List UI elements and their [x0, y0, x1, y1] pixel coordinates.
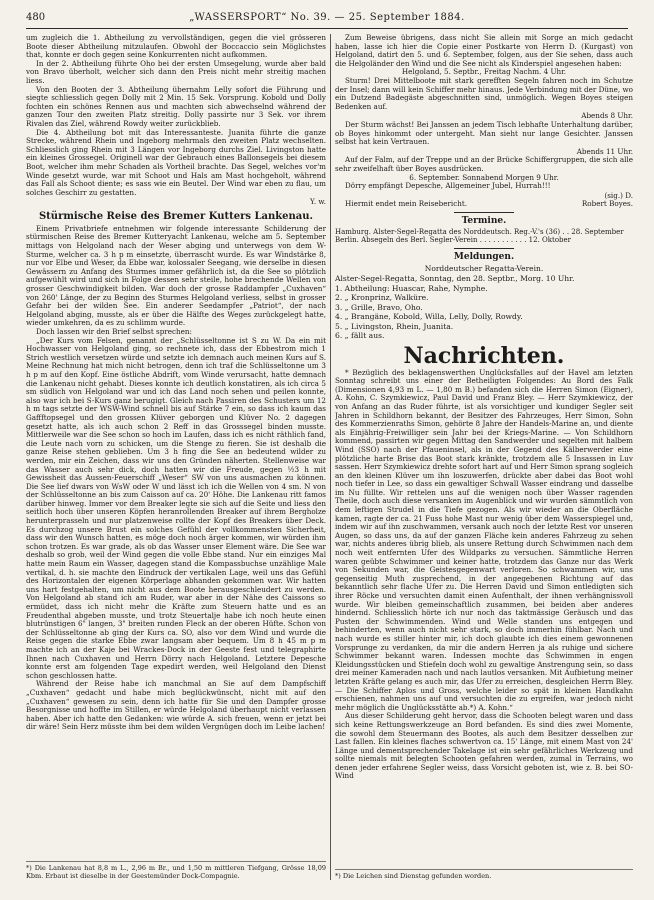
termine-entry: Berlin. Absegeln des Berl. Segler-Verein . . . . . . . . . . . 12. Oktober: [335, 236, 572, 245]
paragraph: Doch lassen wir den Brief selbst sprechen:: [36, 327, 192, 336]
time-line: Abends 11 Uhr.: [576, 146, 633, 156]
paragraph: Sturm! Drei Mittelboote mit stark gerefften Segeln fahren noch im Schutze der Insel; dann will kein Schiffer mehr hinaus. Jede Verbindung mit der Düne, wo ein Dutzend Badegäste abgeschnitten sind, unmöglich. Wegen Boyes steigen Bedenken auf.: [335, 75, 633, 111]
paragraph: Aus dieser Schilderung geht hervor, dass die Schooten belegt waren und dass sich keine Rettungswerkzeuge an Bord befanden. Es sind dies zwei Momente, die sowohl dem Steuermann des Bootes, als auch dem Besitzer desselben zur Last fallen. Ein kleines flaches schwertvon ca. 15' Länge, mit einem Mast von 24' Länge und dementsprechender Takelage ist ein sehr gefährliches Werkzeug und sollte niemals mit belegten Schooten gefahren werden, zumal in Terrains, wo denen jeder erfahrene Segler weiss, dass Vorsicht geboten ist, wie z. B. bei SO-Wind: [335, 711, 633, 781]
paragraph: Die 4. Abtheilung bot mit das Interessanteste. Juanita führte die ganze Strecke, während Rhein und Ingeborg mehrmals den zweiten Platz wechselten. Schliesslich ging Rhein mit 3 Längen vor Ingeborg durchs Ziel. Livingston hatte ein kleines Grossegel. Originell war der Gebrauch eines Ballonsegels bei diesem Boot, welcher ihm mehr Schaden als Vortheil brachte. Das Segel, welches vor'm Winde gesetzt wurde, war mit Schoot und Hals am Mast hochgeholt, während das Fall als Schoot diente; es sass wie ein Beutel. Der Wind war eben zu flau, um solches Geschirr zu gestatten.: [26, 127, 326, 197]
closing-line: Hiermit endet mein Reisebericht.: [345, 199, 468, 209]
page-header: [26, 12, 628, 29]
section-title-meldungen: Meldungen.: [453, 252, 515, 263]
paragraph: Auf der Falm, auf der Treppe und an der Brücke Schiffergruppen, die sich alle sehr zweifelhaft über Boyes ausdrücken.: [335, 155, 633, 173]
meldung-row: 4. „ Brangäne, Kobold, Willa, Lelly, Dolly, Rowdy.: [335, 312, 523, 322]
paragraph: Dörry empfängt Depesche, Allgemeiner Jubel, Hurrah!!!: [345, 181, 551, 191]
meldungen-event: Alster-Segel-Regatta, Sonntag, den 28. Septbr., Morg. 10 Uhr.: [335, 274, 575, 284]
termine-entry: Hamburg. Alster-Segel-Regatta des Norddeutsch. Reg.-V.'s (36) . . 28. September: [335, 227, 624, 236]
separator: [454, 248, 514, 249]
dateline: Helgoland, 5. Septbr., Freitag Nachm. 4 Uhr.: [401, 67, 567, 77]
section-title-termine: Termine.: [461, 215, 507, 226]
paragraph: „Der Kurs vom Felsen, genannt der „Schlüsseltonne ist S zu W. Da ein mit Hochwasser von Helgoland ging, so rechnete ich, dass der Ebbestrom mich 1 Strich westlich versetzen würde und setzte ich demnach auch meinen Kurs auf S. Meine Rechnung hat mich nicht betrogen, denn ich traf die Schlüsseltonne um 3 h p m auf den Kopf. Eine östliche Abdrift, vom Winde verursacht, hatte demnach die Lankenau nicht gehabt. Dieses konnte ich deutlich konstatiren, als ich circa 5 sm südlich von Helgoland war und ich das Land noch sehen und peilen konnte, also war ich bei S-Kurs ganz berugigt. Gleich nach Passiren des Schusters um 12 h m tags setzte der WSW-Wind schnell bis auf Stärke 7 ein, so dass ich kaum das Gaffftopsegel und den grossen Klüver geborgen und Klüver No. 2 dagegen gesetzt hatte, als ich auch schon 2 Reff in das Grosssegel binden musste. Mittlerweile war die See schon so hoch im Laufen, dass ich es nicht räthlich fand, die Leute nach vorn zu schicken, um die Stenge zu fieren. Sie ist deshalb die ganze Reise stehen geblieben. Um 3 h fing die See an bedeutend wilder zu werden, mir ein Zeichen, dass wir uns den Gründen näherten. Stellenweise war das Wasser auch sehr dick, doch hatten wir die Freude, gegen ½3 h mit Gewissheit das Aussen-Feuerschiff „Weser“ SW von uns ausmachen zu können. Die See lief dwars von WsW oder W und lässt ich ich die Wellen von 4 sm. N von der Schlüsseltonne an bis zum Caisson auf ca. 20' Höhe. Die Lankenau ritt famos darüber hinweg. Immer vor dem Breaker legte sie sich auf die Seite und liess den seitlich hoch über unseren Köpfen heranrollenden Breaker auf ihrem Bergholze herunterprasseln und nur platzenweise rollte der Kopf des Breakers über Deck. Es durchzog unsere Brust ein solches Gefühl der vollkommensten Sicherheit, dass wir den Wunsch hatten, es möge doch noch ärger kommen, wir würden ihm schon trotzen. Es war grade, als ob das Wasser unser Element wäre. Die See war deshalb so grob, weil der Wind gegen die volle Ebbe stand. Nur ein einziges Mal hatte mein Raum ein Wasser, dagegen stand die Kompassbuchse unzählige Male vertikal, d. h. sie machte den Eindruck der vertikalen Lage, weil uns das Gefühl des Horizontalen der eigenen Körperlage abhanden gekommen war. Wir hatten uns hart festgehalten, um nicht aus dem Boote herausgeschleudert zu werden. Von Helgoland ab stand ich am Ruder, war aber in der Nähe des Caissons so ermüdet, dass ich nicht mehr die Kräfte zum Steuern hatte und es an Freudenthal abgeben musste, und trotz Steuertalje habe ich noch heute einen blutrünstigen 6" langen, 3" breiten runden Fleck an der oberen Hüfte. Schon von der Schlüsseltonne ab ging der Kurs ca. SO, also vor dem Wind und wurde die Reise gegen die starke Ebbe zwar langsam aber bequem. Um 8 h 45 m p m machte ich an der Kaje bei Wrackes-Dock in der Geeste fest und telegraphirte Ihnen nach Cuxhaven und Herrn Dörry nach Helgoland. Letztere Depesche konnte erst am folgenden Tage expedirt werden, weil Helgoland den Dienst schon geschlossen hatte.: [26, 335, 326, 680]
left-column: [26, 34, 326, 880]
paragraph: Zum Beweise übrigens, dass nicht Sie allein mit Sorge an mich gedacht haben, lasse ich hier die Copie einer Postkarte von Herrn D. (Kurgast) von Helgoland, datirt den 5. und 6. September, folgen, aus der Sie sehen, dass auch die Helgoländer den Wind und die See nicht als Kinderspiel angesehen haben:: [335, 34, 633, 68]
author-signature: Y. w.: [310, 197, 326, 207]
footnote: *) Die Leichen sind Dienstag gefunden worden.: [335, 869, 633, 880]
running-title: „WASSERSPORT“ No. 39. — 25. September 1884.: [189, 12, 465, 23]
time-line: Abends 8 Uhr.: [581, 111, 633, 121]
signature: (sig.) D.: [604, 190, 633, 200]
dateline: 6. September. Sonnabend Morgen 9 Uhr.: [409, 172, 559, 182]
article-title: Stürmische Reise des Bremer Kutters Lankenau.: [38, 210, 314, 222]
paragraph: * Bezüglich des beklagenswerthen Unglücksfalles auf der Havel am letzten Sonntag schreibt uns einer der Betheiligten Folgendes: Au Bord des Falk (Dimensionen 4,93 m L. — 1,80 m B.) befanden sich die Herren Simon (Eigner), A. Kohn, C. Szymkiewicz, Paul David und Franz Bley. — Herr Szymkiewicz, der von Anfang an das Ruder führte, ist als vorsichtiger und kundiger Segler seit Jahren in Schildhorn bekannt, der Besitzer des Fahrzeuges, Herr Simon, Sohn des Kommerzienraths Simon, gehörte 8 Jahre der Handels-Marine an, und diente als Einjährig-Freiwilliger sein Jahr bei der Kriegs-Marine. — Von Schildhorn kommend, passirten wir gegen Mittag den Sandwerder und segelten mit halbem Wind (SSO) nach der Pfaueninsel, als in der Gegend des Kälberwerder eine plötzliche harte Brise das Boot stark kränkte, trotzdem alle 5 Insassen in Luv sassen. Herr Szymkiewicz drehte sofort hart auf und Herr Simon sprang sogleich an den kleinen Klüver um ihn loszuwerfen, drückte aber dabei das Boot wohl noch tiefer in Lee, so dass ein gewaltiger Schwall Wasser eindrang und dasselbe im Nu füllte. Wir rettelen uns auf die wenigen noch über Wasser ragenden Theile, doch auch diese versanken im Augenblick und wir wurden sämmtlich von dem leftigen Strudel in die Tiefe gezogen. Als wir wieder an die Oberfläche kamen, ragte der ca. 21 Fuss hohe Mast nur wenig über dem Wasserspiegel und, indem wir auf ihn zuschwammen, versank auch noch der letzte Rest vor unseren Augen, so dass uns, da auf der ganzen Fläche kein anderes Fahrzeug zu sehen war, nichts anderes übrig blieb, als unsere Rettung durch Schwimmen nach dem noch weit entfernten Ufer des Wildparks zu versuchen. Sämmtliche Herren waren geübte Schwimmer und keiner hatte, trotzdem das Ganze nur das Werk von Sekunden war, die Geistesgegenwart verloren. So schwammen wir, uns gegenseitig Muth zusprechend, in der angegebenen Richtung auf das bekanntlich sehr flache Ufer zu. Die Herren David und Simon entledigten sich ihrer Röcke und versuchten damit einen Aufenthalt, der ihnen verhängnissvoll wurde. Wir bleiben gemeinschaftlich zusammen, bei beiden aber anderes hindernd. Schliesslich hörte ich nur noch das taktmässige Geräusch und das Pusten der Schwimmenden. Wind und Welle standen uns entgegen und behinderten, wenn auch nicht sehr stark, so doch immerhin fühlbar. Nach und nach wurde es stiller hinter mir, ich doch glaubte ich dies einem gewonnenen Vorsprunge zu verdanken, da mir die andern Herren ja als ruhige und sichere Schwimmer bekannt waren. Indessen mochte das Schwimmen in engen Kleidungsstücken und Stiefeln doch wohl zu gewaltige Anstrengung sein, so dass drei meiner Kameraden nach und nach lautlos versanken. Mit Aufbietung meiner letzten Kräfte gelang es auch mir, das Ufer zu erreichen, desgleichen Herrn Bley. — Die Schiffer Aplos und Gross, welche leider so spät in kleinen Handkahn erschienen, nahmen uns auf und versuchten die zu ergreifen, war jedoch nicht mehr möglich die Unglücksstätte ab.*) A. Kohn.“: [335, 367, 633, 712]
column-divider: [330, 34, 331, 880]
meldung-row: 3. „ Grille, Bravo, Oho.: [335, 302, 423, 312]
paragraph: Der Sturm wächst! Bei Janssen an jedem Tisch lebhafte Unterhaltung darüber, ob Boyes hinkommt oder untergeht. Man sieht nur lange Gesichter. Janssen selbst hat kein Vertrauen.: [335, 119, 633, 147]
paragraph: [335, 200, 633, 209]
meldung-row: 1. Abtheilung: Huascar, Rahe, Nymphe.: [335, 283, 488, 293]
paragraph: In der 2. Abtheilung führte Oho bei der ersten Umsegelung, wurde aber bald von Bravo überholt, welcher sich dann den Preis nicht mehr streitig machen liess.: [26, 58, 326, 85]
paragraph: Während der Reise habe ich manchmal an Sie auf dem Dampfschiff „Cuxhaven“ gedacht und habe mich beglückwünscht, nicht mit auf den „Cuxhaven“ gewesen zu sein, denn ich hatte für Sie und den Dampfer grosse Besorgnisse und hoffte im Stillen, er würde Helgoland überhaupt nicht verlassen haben. Aber ich hatte den Gedanken: wie würde A. sich freuen, wenn er jetzt bei dir wäre! Sein Herz müsste ihm bei dem wilden Vergnügen doch im Leibe lachen!: [26, 679, 326, 732]
paragraph: um zugleich die 1. Abtheilung zu vervollständigen, gegen die viel grösseren Boote dieser Abtheilung mitzulaufen. Obwohl der Boccaccio sein Möglichstes that, konnte er doch gegen seine Konkurrenten nicht aufkommen.: [26, 34, 326, 60]
meldung-row: 5. „ Livingston, Rhein, Juanita.: [335, 321, 454, 331]
signature: Robert Boyes.: [581, 199, 633, 209]
paragraph: Einem Privatbriefe entnehmen wir folgende interessante Schilderung der stürmischen Reise des Bremer Kutteryacht Lankenau, welche am 5. September mittags von Helgoland nach der Weser abging und unterwegs von dem W-Sturme, welcher ca. 3 h p m einsetzte, überrascht wurde. Es war Windstärke 8, nur vor Elbe und Weser, da Ebbe war, kolossaler Seegang, wie derselbe in diesen Gewässern zu Anfang des Sturmes immer gefährlich ist, da die See so plötzlich aufgewühlt wird und sich in Folge dessen sehr steile, hohe brechende Wellen von grosser Geschwindigkeit bilden. War doch der grosse Raddampfer „Cuxhaven“ von 260' Länge, der zu Beginn des Sturmes Helgoland verliess, selbst in grosser Gefahr bei der wilden See. Ein anderer Seedampfer „Patriot“, der nach Helgoland abging, musste, als er über die Hälfte des Weges zurückgelegt hatte, wieder umkehren, da es zu schlimm wurde.: [26, 223, 326, 328]
meldung-row: 6. „ fällt aus.: [335, 331, 385, 341]
page-number: 480: [26, 12, 46, 23]
right-column: [335, 34, 633, 880]
meldungen-subtitle: Norddeutscher Regatta-Verein.: [424, 264, 544, 274]
section-title-nachrichten: Nachrichten.: [403, 342, 565, 369]
footnote: *) Die Lankenau hat 8,8 m L., 2,96 m Br., und 1,50 m mittleren Tiefgang, Grösse 18,09 Kbm. Erbaut ist dieselbe in der Geestemünder Dock-Compagnie.: [26, 861, 326, 880]
paragraph: Von den Booten der 3. Abtheilung übernahm Lelly sofort die Führung und siegte schliesslich gegen Dolly mit 2 Min. 15 Sek. Vorsprung. Kobold und Dolly fochten ein schönes Rennen aus und machten sich abwechselnd während der ganzen Tour den zweiten Platz streitig. Dolly passirte nur 3 Sek. vor ihrem Rivalen das Ziel, während Rowdy weiter zurückblieb.: [26, 84, 326, 128]
meldung-row: 2. „ Kronprinz, Walküre.: [335, 293, 429, 303]
separator: [454, 212, 514, 213]
